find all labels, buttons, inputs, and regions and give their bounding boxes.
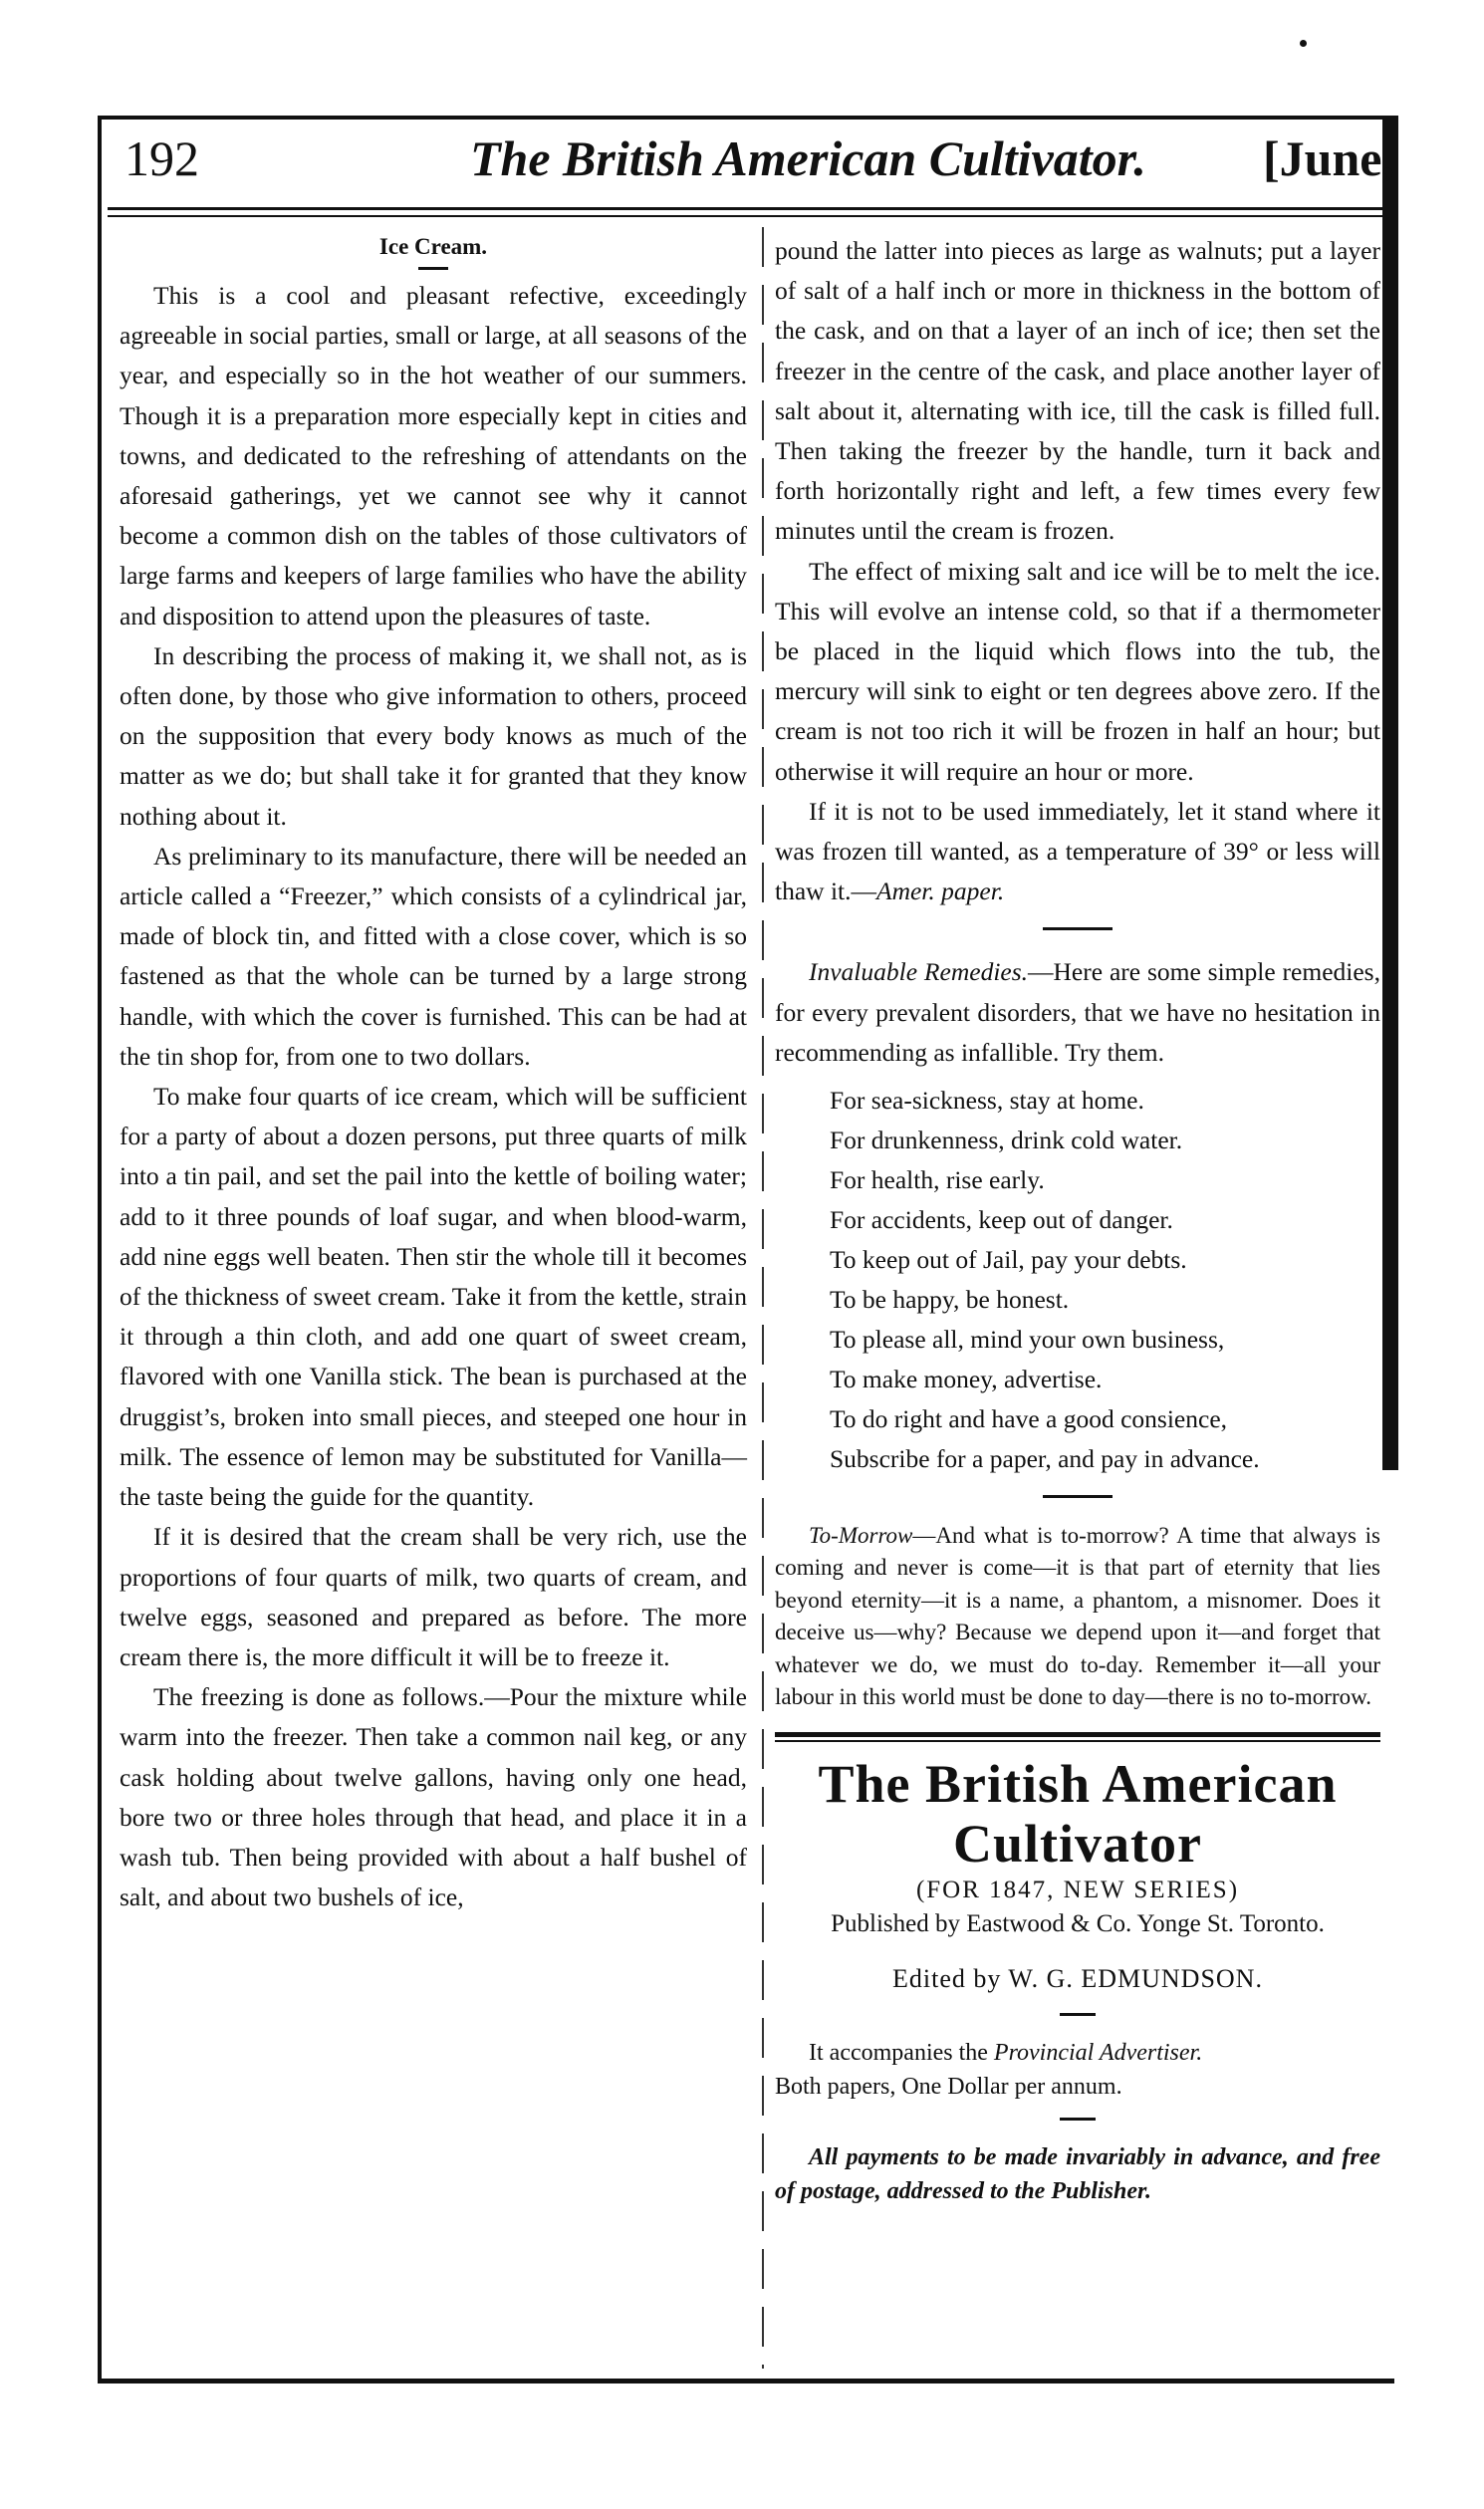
- advert-rule-thick: [775, 1732, 1380, 1737]
- list-item: To make money, advertise.: [830, 1365, 1103, 1394]
- remedies-list: [830, 1081, 1380, 1479]
- advert-payment-note: All payments to be made invariably in advance, and free of postage, addressed to the Publisher.: [775, 2143, 1380, 2204]
- column-divider: [762, 227, 764, 2369]
- running-month: [June,: [1263, 130, 1394, 186]
- list-item: To please all, mind your own business,: [830, 1325, 1225, 1355]
- advert-rule-thin: [775, 1740, 1380, 1742]
- tomorrow-article: [775, 1520, 1380, 1713]
- advert-series: (FOR 1847, NEW SERIES): [915, 1876, 1240, 1903]
- article-paragraph: To make four quarts of ice cream, which will be sufficient for a party of about a dozen persons, put three quarts of milk into a tin pail, and set the pail into the kettle of boiling water; add to it three pounds of loaf sugar, and when blood-warm, add nine eggs well beaten. Then stir the whole till it becomes of the thickness of sweet cream. Take it from the kettle, strain it through a thin cloth, and add one quart of sweet cream, flavored with one Vanilla stick. The bean is purchased at the druggist’s, broken into small pieces, and steeped one hour in milk. The essence of lemon may be substituted for Vanilla—the taste being the guide for the quantity.: [120, 1082, 747, 1512]
- article-paragraph: If it is desired that the cream shall be very rich, use the proportions of four quarts of milk, two quarts of cream, and twelve eggs, seasoned and prepared as before. The more cream there is, the more difficult it will be to freeze it.: [120, 1522, 747, 1671]
- advert-price: Both papers, One Dollar per annum.: [775, 2073, 1122, 2100]
- section-rule: [1043, 927, 1113, 930]
- advert-block: [775, 1754, 1380, 2208]
- list-item: For accidents, keep out of danger.: [830, 1205, 1173, 1235]
- page-border-right: [1382, 116, 1398, 1470]
- advert-rule: [1060, 2118, 1096, 2121]
- list-item: For health, rise early.: [830, 1165, 1045, 1195]
- page-border-bottom: [98, 2379, 1394, 2384]
- advert-publisher: Published by Eastwood & Co. Yonge St. Toronto.: [831, 1909, 1325, 1937]
- article-title: Ice Cream.: [378, 234, 488, 259]
- list-item: Subscribe for a paper, and pay in advance.: [830, 1444, 1260, 1474]
- tomorrow-text: —And what is to-morrow? A time that always is coming and never is come—it is that part of eternity that lies beyond eternity—it is a name, a phantom, a misnomer. Does it deceive us—why? Because we depend upon it—and forget that whatever we do, we must do to-day. Remember it—all your labour in this world must be done to day—there is no to-morrow.: [775, 1523, 1380, 1710]
- print-speck: [1300, 40, 1307, 47]
- article-text: If it is not to be used immediately, let it stand where it was frozen till wanted, as a temperature of 39° or less will thaw it.—: [775, 796, 1380, 906]
- advert-accompany: [775, 2036, 1380, 2070]
- page-border-left: [98, 120, 102, 2381]
- right-column: [775, 231, 1380, 2208]
- article-paragraph: This is a cool and pleasant refective, exceedingly agreeable in social parties, small or large, at all seasons of the year, and especially so in the hot weather of our summers. Though it is a preparation more especially kept in cities and towns, and dedicated to the refreshing of attendants on the aforesaid gatherings, yet we cannot see why it cannot become a common dish on the tables of those cultivators of large farms and keepers of large families who have the ability and disposition to attend upon the pleasures of taste.: [120, 281, 747, 630]
- article-paragraph: pound the latter into pieces as large as walnuts; put a layer of salt of a half inch or more in thickness in the bottom of the cask, and on that a layer of an inch of ice; then set the freezer in the centre of the cask, and place another layer of salt about it, alternating with ice, till the cask is filled full. Then taking the freezer by the handle, turn it back and forth horizontally right and left, a few times every few minutes until the cream is frozen.: [775, 236, 1380, 546]
- page-header: [120, 129, 1394, 199]
- page-border-top: [98, 116, 1397, 120]
- remedies-intro-text: —Here are some simple remedies, for every prevalent disorders, that we have no hesitation in recommending as infallible. Try them.: [775, 957, 1380, 1067]
- article-paragraph: The effect of mixing salt and ice will be to melt the ice. This will evolve an intense cold, so that if a thermometer be placed in the liquid which flows into the tub, the mercury will sink to eight or ten degrees above zero. If the cream is not too rich it will be frozen in half an hour; but otherwise it will require an hour or more.: [775, 556, 1380, 786]
- article-source: Amer. paper.: [876, 877, 1005, 906]
- list-item: To be happy, be honest.: [830, 1285, 1070, 1315]
- article-paragraph: [775, 792, 1380, 912]
- tomorrow-paragraph: [775, 1520, 1380, 1713]
- remedies-lead: Invaluable Remedies.: [809, 957, 1029, 987]
- article-paragraph: As preliminary to its manufacture, there will be needed an article called a “Freezer,” which consists of a cylindrical jar, made of block tin, and fitted with a close cover, which is so fastened as that the whole can be turned by a large strong handle, with which the cover is furnished. This can be had at the tin shop for, from one to two dollars.: [120, 841, 747, 1071]
- title-rule: [418, 267, 448, 270]
- advert-paper-name: Provincial Advertiser.: [993, 2039, 1203, 2066]
- section-rule: [1043, 1495, 1113, 1498]
- left-column: [120, 227, 747, 1917]
- advert-accompany-text: It accompanies the: [809, 2039, 994, 2066]
- tomorrow-lead: To-Morrow: [809, 1523, 913, 1549]
- article-paragraph: The freezing is done as follows.—Pour the mixture while warm into the freezer. Then take a common nail keg, or any cask holding about twelve gallons, having only one head, bore two or three holes through that head, and place it in a wash tub. Then being provided with about a half bushel of salt, and about two bushels of ice,: [120, 1682, 747, 1912]
- header-rule-thick: [108, 207, 1394, 210]
- advert-rule: [1060, 2013, 1096, 2016]
- advert-title: The British American Cultivator: [818, 1753, 1338, 1874]
- list-item: For drunkenness, drink cold water.: [830, 1126, 1183, 1155]
- list-item: To keep out of Jail, pay your debts.: [830, 1245, 1187, 1275]
- header-rule-thin: [108, 215, 1394, 217]
- remedies-intro: [775, 952, 1380, 1073]
- advert-editor: Edited by W. G. EDMUNDSON.: [892, 1963, 1263, 1993]
- running-title: The British American Cultivator.: [470, 130, 1146, 186]
- list-item: For sea-sickness, stay at home.: [830, 1086, 1144, 1116]
- article-paragraph: In describing the process of making it, we shall not, as is often done, by those who give information to others, proceed on the supposition that every body knows as much of the matter as we do; but shall take it for granted that they know nothing about it.: [120, 640, 747, 831]
- list-item: To do right and have a good consience,: [830, 1404, 1228, 1434]
- page-number: 192: [124, 130, 199, 186]
